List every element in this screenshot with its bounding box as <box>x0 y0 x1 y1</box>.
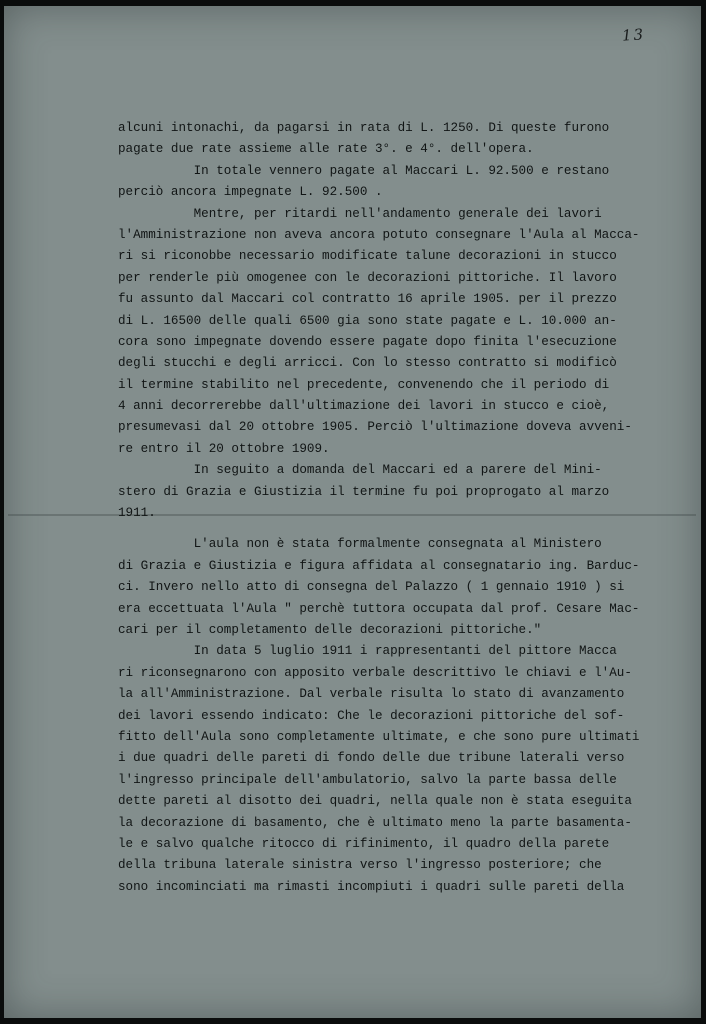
text-line <box>118 524 678 534</box>
text-line: le e salvo qualche ritocco di rifinimento, il quadro della parete <box>118 836 610 851</box>
text-line: cora sono impegnate dovendo essere pagate dopo finita l'esecuzione <box>118 334 617 349</box>
text-line: cari per il completamento delle decorazioni pittoriche." <box>118 622 542 637</box>
text-line: ri si riconobbe necessario modificate talune decorazioni in stucco <box>118 249 617 264</box>
text-line: re entro il 20 ottobre 1909. <box>118 441 330 456</box>
text-line: dette pareti al disotto dei quadri, nella quale non è stata eseguita <box>118 794 632 809</box>
text-line: In data 5 luglio 1911 i rappresentanti del pittore Macca <box>118 644 617 659</box>
text-line: l'ingresso principale dell'ambulatorio, salvo la parte bassa delle <box>118 772 617 787</box>
text-line: i due quadri delle pareti di fondo delle due tribune laterali verso <box>118 751 625 766</box>
text-line: di Grazia e Giustizia e figura affidata al consegnatario ing. Barduc- <box>118 558 640 573</box>
text-line: In seguito a domanda del Maccari ed a parere del Mini- <box>118 463 602 478</box>
text-line: la decorazione di basamento, che è ultimato meno la parte basamenta- <box>118 815 632 830</box>
text-line: sono incominciati ma rimasti incompiuti i quadri sulle pareti della <box>118 879 625 894</box>
text-line: la all'Amministrazione. Dal verbale risulta lo stato di avanzamento <box>118 687 625 702</box>
text-line: presumevasi dal 20 ottobre 1905. Perciò l'ultimazione doveva avveni- <box>118 420 632 435</box>
text-line: 4 anni decorrerebbe dall'ultimazione dei lavori in stucco e cioè, <box>118 399 610 414</box>
text-line: per renderle più omogenee con le decorazioni pittoriche. Il lavoro <box>118 270 617 285</box>
text-line: perciò ancora impegnate L. 92.500 . <box>118 185 383 200</box>
text-line: fitto dell'Aula sono completamente ultimate, e che sono pure ultimati <box>118 729 640 744</box>
document-page <box>4 6 701 1018</box>
text-line: stero di Grazia e Giustizia il termine fu poi proprogato al marzo <box>118 484 610 499</box>
text-line: della tribuna laterale sinistra verso l'ingresso posteriore; che <box>118 858 602 873</box>
text-line: dei lavori essendo indicato: Che le decorazioni pittoriche del sof- <box>118 708 625 723</box>
text-line: ci. Invero nello atto di consegna del Palazzo ( 1 gennaio 1910 ) si <box>118 580 625 595</box>
text-line: Mentre, per ritardi nell'andamento generale dei lavori <box>118 206 602 221</box>
text-line: L'aula non è stata formalmente consegnata al Ministero <box>118 537 602 552</box>
text-line: ri riconsegnarono con apposito verbale descrittivo le chiavi e l'Au- <box>118 665 632 680</box>
text-line: In totale vennero pagate al Maccari L. 92.500 e restano <box>118 163 610 178</box>
typewritten-body <box>118 118 678 898</box>
text-line: alcuni intonachi, da pagarsi in rata di L. 1250. Di queste furono <box>118 121 610 135</box>
text-line: l'Amministrazione non aveva ancora potuto consegnare l'Aula al Macca- <box>118 227 640 242</box>
text-line: 1911. <box>118 506 156 521</box>
text-line: il termine stabilito nel precedente, convenendo che il periodo di <box>118 377 610 392</box>
text-line: di L. 16500 delle quali 6500 gia sono state pagate e L. 10.000 an- <box>118 313 617 328</box>
text-line: degli stucchi e degli arricci. Con lo stesso contratto si modificò <box>118 356 617 371</box>
text-line: pagate due rate assieme alle rate 3°. e 4°. dell'opera. <box>118 142 534 157</box>
folio-mark: 13 <box>621 25 646 45</box>
text-line: fu assunto dal Maccari col contratto 16 aprile 1905. per il prezzo <box>118 292 617 307</box>
text-line: era eccettuata l'Aula " perchè tuttora occupata dal prof. Cesare Mac- <box>118 601 640 616</box>
